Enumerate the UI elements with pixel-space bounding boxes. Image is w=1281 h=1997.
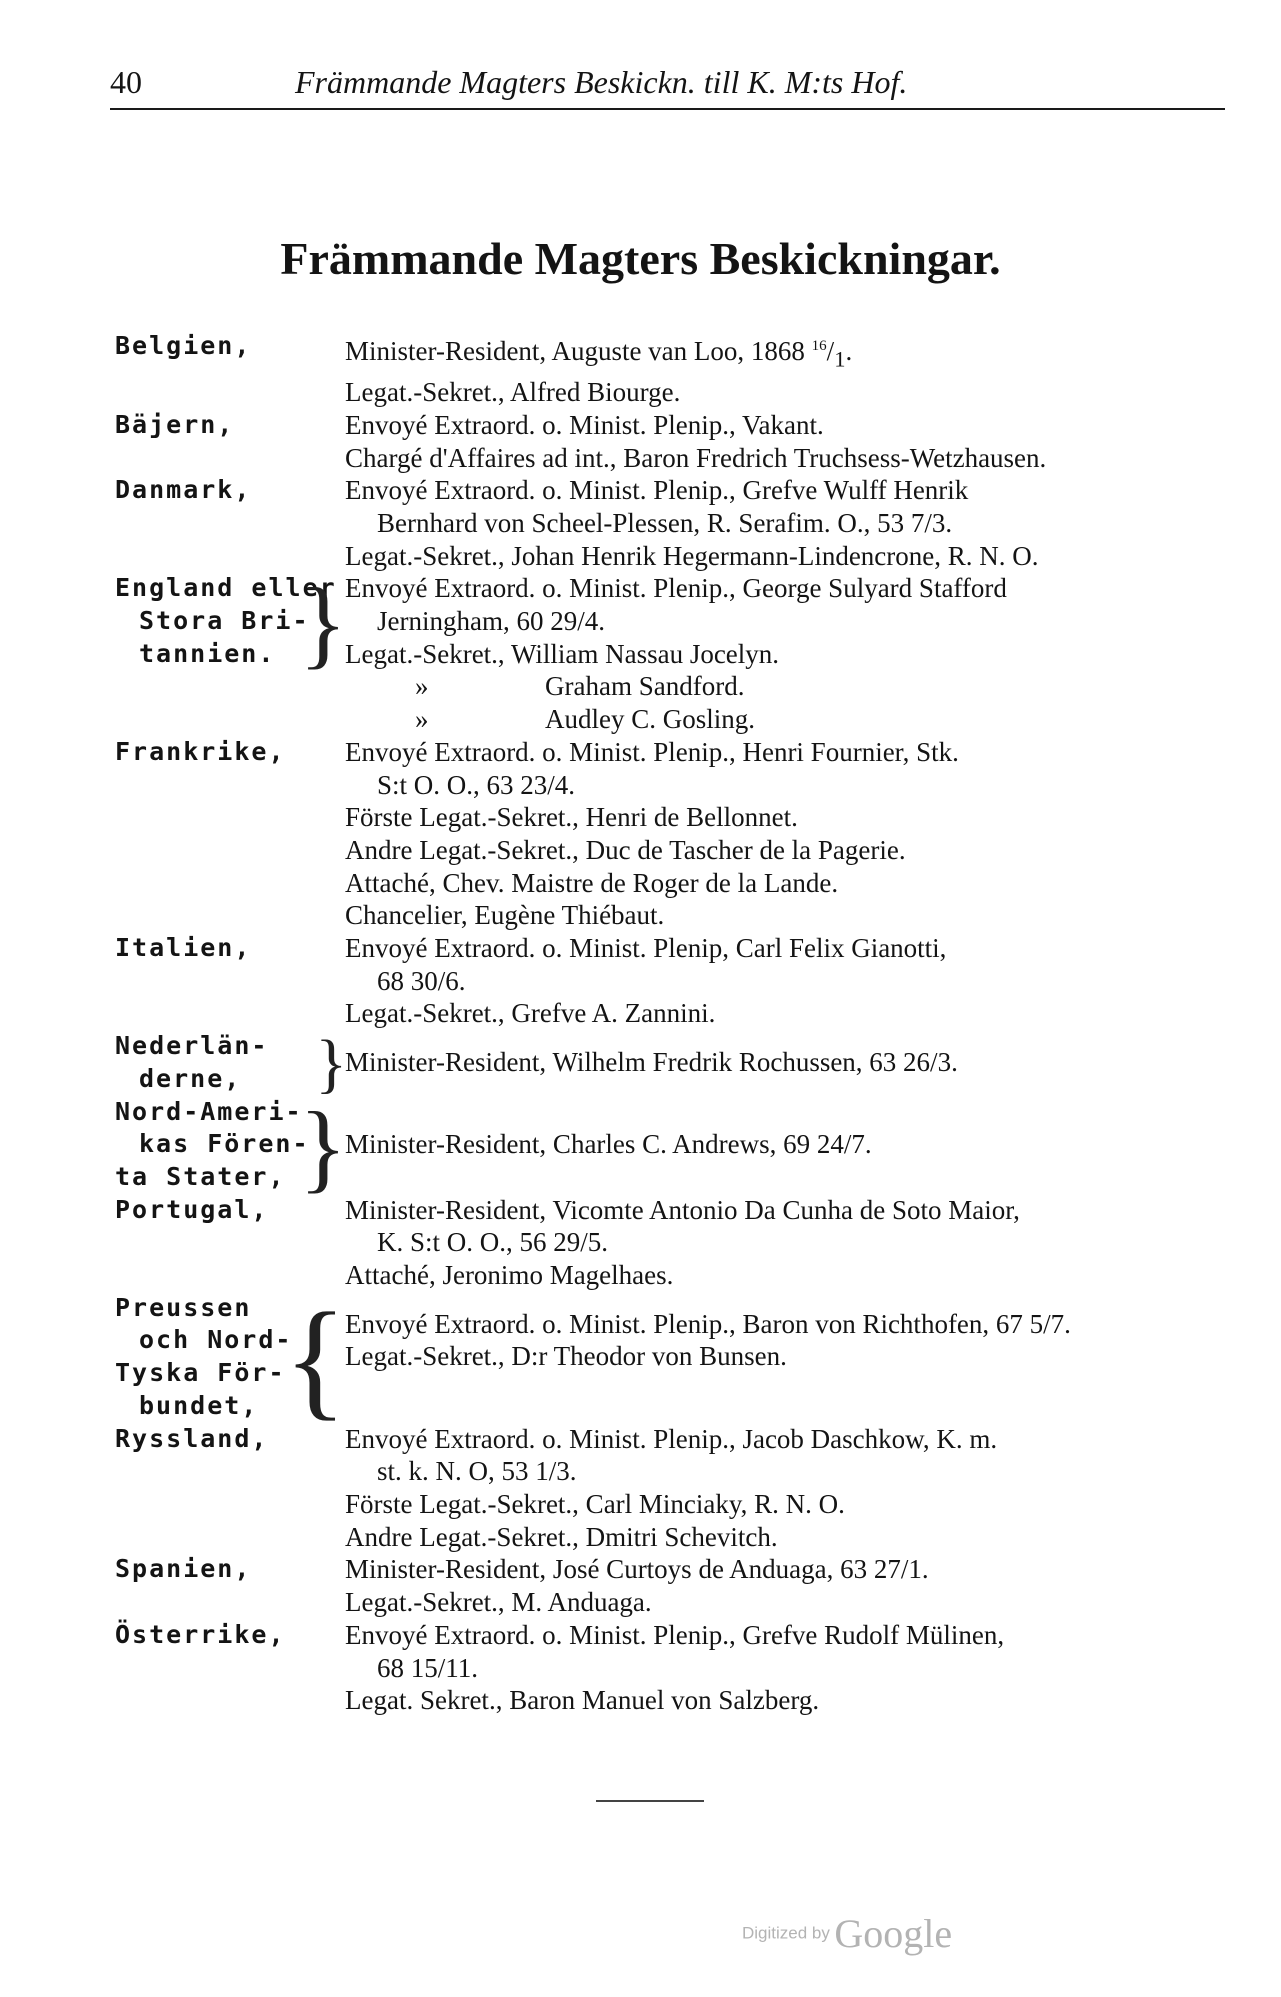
country-label: Italien, bbox=[115, 933, 252, 963]
country-label: Nederlän- derne, } bbox=[115, 1027, 349, 1101]
entry-line: Förste Legat.-Sekret., Henri de Bellonnet. bbox=[345, 802, 798, 833]
entry-line: » Graham Sandford. bbox=[415, 671, 745, 702]
running-header bbox=[110, 58, 1225, 110]
entry-portugal bbox=[115, 1194, 1235, 1292]
entry-line: K. S:t O. O., 56 29/5. bbox=[377, 1227, 609, 1258]
entry-line: Minister-Resident, Auguste van Loo, 1868 $^{16}/_1$. bbox=[345, 336, 853, 372]
entry-frankrike bbox=[115, 736, 1235, 932]
entry-line: » Audley C. Gosling. bbox=[415, 704, 756, 735]
entry-line: Jerningham, 60 29/4. bbox=[377, 606, 605, 637]
brace-icon: { bbox=[283, 1284, 349, 1432]
country-label: Preussen och Nord- Tyska För- bundet, { bbox=[115, 1284, 349, 1432]
entry-line: Attaché, Chev. Maistre de Roger de la Lande. bbox=[345, 867, 839, 898]
digitized-watermark bbox=[742, 1910, 952, 1957]
brace-icon: } bbox=[315, 1027, 349, 1101]
entry-line: st. k. N. O, 53 1/3. bbox=[377, 1456, 577, 1487]
country-label: Nord-Ameri- kas Fören- ta Stater, } bbox=[115, 1090, 349, 1202]
entry-line: Legat.-Sekret., M. Anduaga. bbox=[345, 1587, 652, 1618]
legation-list bbox=[115, 330, 1235, 1717]
page-number: 40 bbox=[110, 64, 142, 100]
entry-line: Chargé d'Affaires ad int., Baron Fredrich Truchsess-Wetzhausen. bbox=[345, 442, 1047, 473]
entry-line: Legat.-Sekret., Johan Henrik Hegermann-Lindencrone, R. N. O. bbox=[345, 540, 1039, 571]
entry-spanien bbox=[115, 1553, 1235, 1618]
entry-ryssland bbox=[115, 1423, 1235, 1554]
entry-line: Andre Legat.-Sekret., Dmitri Schevitch. bbox=[345, 1521, 778, 1552]
brace-icon: } bbox=[299, 1090, 349, 1202]
country-label: Portugal, bbox=[115, 1194, 269, 1224]
entry-line: Bernhard von Scheel-Plessen, R. Serafim. O., 53 7/3. bbox=[377, 507, 953, 538]
entry-line: Minister-Resident, Charles C. Andrews, 69 24/7. bbox=[345, 1128, 872, 1159]
entry-danmark bbox=[115, 474, 1235, 572]
entry-nord-amerika bbox=[115, 1090, 1235, 1202]
entry-nederlanderne bbox=[115, 1027, 1235, 1101]
country-label: Danmark, bbox=[115, 475, 252, 505]
entry-line: Minister-Resident, Vicomte Antonio Da Cunha de Soto Maior, bbox=[345, 1194, 1020, 1225]
entry-line: Envoyé Extraord. o. Minist. Plenip, Carl Felix Gianotti, bbox=[345, 933, 947, 964]
entry-line: Attaché, Jeronimo Magelhaes. bbox=[345, 1260, 674, 1291]
ditto-mark: » bbox=[415, 671, 429, 702]
entry-line: Minister-Resident, José Curtoys de Anduaga, 63 27/1. bbox=[345, 1554, 929, 1585]
entry-line: S:t O. O., 63 23/4. bbox=[377, 769, 576, 800]
entry-line: Minister-Resident, Wilhelm Fredrik Rochussen, 63 26/3. bbox=[345, 1047, 958, 1078]
country-label: Bäjern, bbox=[115, 409, 235, 439]
watermark-prefix: Digitized by bbox=[742, 1923, 830, 1943]
entry-line: Andre Legat.-Sekret., Duc de Tascher de la Pagerie. bbox=[345, 834, 906, 865]
entry-line: 68 15/11. bbox=[377, 1652, 478, 1683]
entry-england bbox=[115, 567, 1235, 736]
entry-line: 68 30/6. bbox=[377, 965, 466, 996]
entry-line: Envoyé Extraord. o. Minist. Plenip., Grefve Wulff Henrik bbox=[345, 475, 969, 506]
brace-icon: } bbox=[299, 567, 349, 679]
entry-preussen bbox=[115, 1284, 1235, 1432]
entry-line: Envoyé Extraord. o. Minist. Plenip., Grefve Rudolf Mülinen, bbox=[345, 1619, 1005, 1650]
ditto-mark: » bbox=[415, 704, 429, 735]
page-title: Främmande Magters Beskickningar. bbox=[280, 233, 1001, 284]
country-label: Frankrike, bbox=[115, 736, 286, 766]
entry-line: Chancelier, Eugène Thiébaut. bbox=[345, 900, 665, 931]
entry-line: Legat. Sekret., Baron Manuel von Salzberg. bbox=[345, 1685, 820, 1716]
closing-rule bbox=[596, 1800, 704, 1802]
entry-line: Envoyé Extraord. o. Minist. Plenip., George Sulyard Stafford bbox=[345, 573, 1007, 604]
entry-line: Envoyé Extraord. o. Minist. Plenip., Baron von Richthofen, 67 5/7. bbox=[345, 1308, 1071, 1339]
entry-line: Legat.-Sekret., William Nassau Jocelyn. bbox=[345, 638, 780, 669]
entry-bajern bbox=[115, 409, 1235, 474]
entry-line: Legat.-Sekret., Grefve A. Zannini. bbox=[345, 998, 716, 1029]
entry-osterrike bbox=[115, 1619, 1235, 1717]
entry-italien bbox=[115, 932, 1235, 1030]
entry-line: Envoyé Extraord. o. Minist. Plenip., Vakant. bbox=[345, 409, 824, 440]
entry-line: Envoyé Extraord. o. Minist. Plenip., Henri Fournier, Stk. bbox=[345, 736, 959, 767]
country-label: Belgien, bbox=[115, 331, 252, 360]
entry-belgien bbox=[115, 330, 1235, 409]
country-label: Ryssland, bbox=[115, 1423, 269, 1453]
entry-line: Envoyé Extraord. o. Minist. Plenip., Jacob Daschkow, K. m. bbox=[345, 1423, 998, 1454]
google-logo: Google bbox=[834, 1911, 953, 1956]
country-label: Österrike, bbox=[115, 1619, 286, 1649]
entry-line: Förste Legat.-Sekret., Carl Minciaky, R. N. O. bbox=[345, 1489, 845, 1519]
country-label: Spanien, bbox=[115, 1554, 252, 1584]
entry-line: Legat.-Sekret., Alfred Biourge. bbox=[345, 377, 681, 408]
entry-line: Legat.-Sekret., D:r Theodor von Bunsen. bbox=[345, 1341, 787, 1372]
running-title: Främmande Magters Beskickn. till K. M:ts Hof. bbox=[295, 64, 908, 100]
country-label: England eller Stora Bri- tannien. } bbox=[115, 567, 349, 679]
